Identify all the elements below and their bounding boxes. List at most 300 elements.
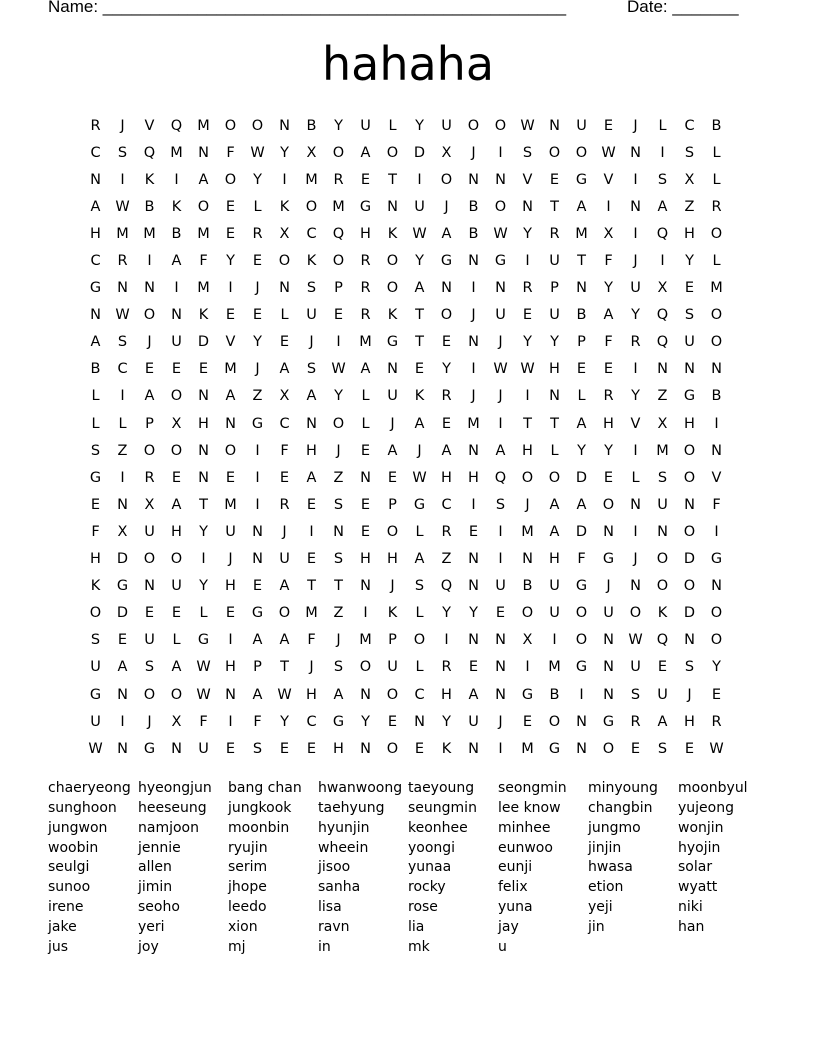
- grid-cell: J: [444, 198, 449, 215]
- grid-cell: I: [498, 523, 503, 540]
- grid-cell: A: [279, 632, 290, 649]
- grid-cell: E: [603, 361, 614, 378]
- grid-cell: U: [549, 578, 560, 595]
- grid-cell: I: [714, 415, 719, 432]
- grid-cell: J: [228, 551, 233, 568]
- grid-cell: O: [710, 307, 723, 324]
- grid-cell: J: [417, 442, 422, 459]
- grid-cell: O: [170, 686, 183, 703]
- grid-cell: W: [412, 225, 427, 242]
- grid-cell: R: [441, 523, 452, 540]
- grid-cell: Z: [657, 388, 668, 405]
- grid-cell: I: [255, 442, 260, 459]
- grid-cell: X: [657, 415, 668, 432]
- grid-cell: Y: [523, 225, 532, 242]
- grid-cell: N: [171, 740, 182, 757]
- grid-cell: K: [198, 307, 209, 324]
- grid-cell: F: [226, 144, 235, 161]
- grid-cell: M: [359, 632, 372, 649]
- grid-cell: O: [170, 388, 183, 405]
- grid-cell: O: [143, 307, 156, 324]
- grid-cell: M: [197, 225, 210, 242]
- grid-cell: G: [575, 578, 588, 595]
- word-list-item: irene: [48, 899, 84, 916]
- grid-cell: D: [413, 144, 426, 161]
- grid-cell: R: [522, 280, 533, 297]
- word-list-item: yuna: [498, 899, 533, 916]
- word-list-item: xion: [228, 918, 258, 935]
- grid-cell: C: [90, 253, 101, 270]
- grid-cell: L: [91, 415, 100, 432]
- grid-cell: E: [171, 605, 182, 622]
- grid-cell: I: [471, 280, 476, 297]
- grid-cell: W: [196, 659, 211, 676]
- word-list-item: rose: [408, 899, 438, 916]
- grid-cell: W: [250, 144, 265, 161]
- grid-cell: U: [144, 523, 155, 540]
- grid-cell: R: [360, 280, 371, 297]
- word-list-item: jungkook: [228, 799, 292, 816]
- grid-cell: M: [521, 740, 534, 757]
- grid-cell: C: [684, 117, 695, 134]
- grid-cell: A: [171, 659, 182, 676]
- grid-cell: I: [633, 171, 638, 188]
- grid-cell: I: [660, 253, 665, 270]
- grid-cell: B: [711, 388, 722, 405]
- grid-cell: N: [279, 280, 290, 297]
- grid-cell: A: [549, 496, 560, 513]
- grid-cell: V: [225, 334, 236, 351]
- grid-cell: N: [630, 496, 641, 513]
- grid-cell: X: [306, 144, 317, 161]
- grid-cell: O: [548, 144, 561, 161]
- grid-cell: N: [468, 551, 479, 568]
- grid-cell: J: [633, 117, 638, 134]
- grid-cell: K: [279, 198, 290, 215]
- grid-cell: S: [495, 496, 506, 513]
- grid-cell: N: [576, 713, 587, 730]
- grid-cell: M: [170, 144, 183, 161]
- grid-cell: O: [656, 578, 669, 595]
- grid-cell: U: [144, 632, 155, 649]
- grid-cell: N: [657, 523, 668, 540]
- word-list-item: mk: [408, 938, 430, 955]
- grid-cell: X: [144, 496, 155, 513]
- grid-cell: N: [90, 171, 101, 188]
- grid-cell: U: [387, 659, 398, 676]
- grid-cell: I: [633, 361, 638, 378]
- grid-cell: N: [468, 253, 479, 270]
- grid-cell: I: [417, 171, 422, 188]
- grid-cell: O: [386, 144, 399, 161]
- grid-cell: E: [441, 334, 452, 351]
- grid-cell: C: [441, 496, 452, 513]
- grid-cell: F: [604, 253, 613, 270]
- word-list-item: seoho: [138, 899, 180, 916]
- grid-cell: O: [170, 551, 183, 568]
- word-list-item: serim: [228, 859, 268, 876]
- grid-cell: U: [603, 605, 614, 622]
- grid-cell: A: [252, 632, 263, 649]
- grid-cell: Q: [170, 117, 183, 134]
- grid-cell: U: [495, 578, 506, 595]
- grid-cell: N: [684, 632, 695, 649]
- grid-cell: O: [656, 551, 669, 568]
- grid-cell: E: [225, 225, 236, 242]
- grid-cell: T: [523, 415, 532, 432]
- grid-cell: J: [147, 334, 152, 351]
- grid-cell: O: [602, 496, 615, 513]
- grid-cell: Y: [199, 523, 208, 540]
- grid-cell: J: [390, 415, 395, 432]
- grid-cell: L: [280, 307, 289, 324]
- word-list-item: woobin: [48, 839, 99, 856]
- grid-cell: U: [171, 578, 182, 595]
- word-list-item: sunghoon: [48, 799, 117, 816]
- grid-cell: A: [306, 388, 317, 405]
- grid-cell: S: [90, 632, 101, 649]
- grid-cell: I: [579, 686, 584, 703]
- grid-cell: G: [548, 740, 561, 757]
- grid-cell: I: [498, 740, 503, 757]
- grid-cell: M: [305, 171, 318, 188]
- grid-cell: U: [360, 117, 371, 134]
- word-list-item: jus: [48, 938, 69, 955]
- grid-cell: T: [388, 171, 397, 188]
- grid-cell: I: [120, 171, 125, 188]
- grid-cell: N: [711, 361, 722, 378]
- grid-cell: K: [387, 225, 398, 242]
- grid-cell: J: [606, 578, 611, 595]
- grid-cell: N: [117, 280, 128, 297]
- grid-cell: S: [90, 442, 101, 459]
- grid-cell: G: [575, 659, 588, 676]
- grid-cell: L: [712, 253, 721, 270]
- date-field[interactable]: Date: _______: [627, 0, 739, 16]
- word-list-item: in: [318, 938, 331, 955]
- word-list-item: seongmin: [498, 780, 567, 796]
- grid-cell: O: [224, 171, 237, 188]
- grid-cell: N: [198, 144, 209, 161]
- grid-cell: O: [440, 307, 453, 324]
- grid-cell: X: [117, 523, 128, 540]
- grid-cell: B: [711, 117, 722, 134]
- grid-cell: N: [549, 117, 560, 134]
- grid-cell: J: [255, 280, 260, 297]
- grid-cell: G: [89, 280, 102, 297]
- grid-cell: P: [577, 334, 586, 351]
- grid-cell: Y: [631, 388, 640, 405]
- grid-cell: U: [576, 117, 587, 134]
- grid-cell: G: [710, 551, 723, 568]
- word-list-item: yoongi: [408, 839, 456, 856]
- grid-cell: A: [576, 415, 587, 432]
- word-list-item: jhope: [228, 879, 267, 896]
- grid-cell: F: [604, 334, 613, 351]
- word-list-item: ryujin: [228, 839, 268, 856]
- grid-cell: N: [117, 740, 128, 757]
- word-list-item: eunji: [498, 859, 533, 876]
- grid-cell: I: [309, 523, 314, 540]
- grid-cell: U: [90, 659, 101, 676]
- page-title: hahaha: [321, 37, 495, 91]
- word-list-item: yeji: [588, 899, 613, 916]
- letter-grid: [82, 112, 730, 762]
- grid-cell: I: [255, 469, 260, 486]
- grid-cell: G: [575, 171, 588, 188]
- grid-cell: G: [143, 740, 156, 757]
- grid-cell: O: [197, 198, 210, 215]
- grid-cell: O: [143, 442, 156, 459]
- grid-cell: O: [467, 117, 480, 134]
- grid-cell: K: [387, 307, 398, 324]
- grid-cell: S: [657, 740, 668, 757]
- grid-cell: S: [144, 659, 155, 676]
- grid-cell: N: [360, 740, 371, 757]
- grid-cell: G: [683, 388, 696, 405]
- grid-cell: L: [550, 442, 559, 459]
- grid-cell: N: [117, 686, 128, 703]
- grid-cell: O: [683, 469, 696, 486]
- grid-cell: E: [171, 469, 182, 486]
- grid-cell: I: [525, 253, 530, 270]
- grid-cell: O: [683, 578, 696, 595]
- grid-cell: O: [683, 442, 696, 459]
- word-list-item: lee know: [498, 799, 561, 816]
- grid-cell: E: [90, 496, 101, 513]
- grid-cell: E: [360, 442, 371, 459]
- grid-cell: T: [577, 253, 586, 270]
- word-list-item: taehyung: [318, 799, 385, 816]
- grid-cell: O: [143, 551, 156, 568]
- grid-cell: N: [495, 280, 506, 297]
- grid-cell: N: [603, 632, 614, 649]
- grid-cell: E: [387, 713, 398, 730]
- grid-cell: G: [89, 686, 102, 703]
- grid-cell: H: [333, 740, 344, 757]
- grid-cell: B: [549, 686, 560, 703]
- grid-cell: I: [174, 171, 179, 188]
- grid-cell: Y: [604, 442, 613, 459]
- word-list-item: keonhee: [408, 819, 468, 836]
- word-list-item: yunaa: [408, 859, 452, 876]
- word-list-item: u: [498, 938, 507, 955]
- grid-cell: M: [710, 280, 723, 297]
- grid-cell: O: [278, 253, 291, 270]
- word-list-item: han: [678, 918, 705, 935]
- word-list-item: eunwoo: [498, 839, 553, 856]
- grid-cell: A: [279, 578, 290, 595]
- word-list-item: sanha: [318, 879, 361, 896]
- grid-cell: Z: [333, 469, 344, 486]
- grid-cell: A: [252, 686, 263, 703]
- grid-cell: A: [441, 442, 452, 459]
- grid-cell: A: [117, 659, 128, 676]
- grid-cell: A: [171, 253, 182, 270]
- grid-cell: Y: [523, 334, 532, 351]
- grid-cell: X: [279, 388, 290, 405]
- grid-cell: E: [522, 713, 533, 730]
- grid-cell: W: [331, 361, 346, 378]
- grid-cell: K: [306, 253, 317, 270]
- grid-cell: L: [118, 415, 127, 432]
- grid-cell: A: [333, 686, 344, 703]
- word-list-item: minyoung: [588, 780, 658, 796]
- grid-cell: E: [414, 740, 425, 757]
- grid-cell: H: [441, 686, 452, 703]
- grid-cell: D: [116, 605, 129, 622]
- grid-cell: O: [305, 198, 318, 215]
- grid-cell: L: [361, 388, 370, 405]
- grid-cell: Z: [684, 198, 695, 215]
- grid-cell: T: [334, 578, 343, 595]
- word-list-item: jake: [48, 918, 77, 935]
- grid-cell: N: [522, 198, 533, 215]
- grid-cell: N: [468, 442, 479, 459]
- header: [48, 0, 768, 17]
- word-list-item: namjoon: [138, 819, 199, 836]
- grid-cell: C: [306, 225, 317, 242]
- grid-cell: N: [144, 280, 155, 297]
- grid-cell: O: [251, 117, 264, 134]
- grid-cell: U: [630, 280, 641, 297]
- grid-cell: N: [495, 632, 506, 649]
- grid-cell: U: [657, 686, 668, 703]
- grid-cell: R: [711, 713, 722, 730]
- grid-cell: X: [171, 713, 182, 730]
- grid-cell: R: [603, 388, 614, 405]
- grid-cell: M: [332, 198, 345, 215]
- word-list-item: jinjin: [588, 839, 622, 856]
- grid-cell: J: [309, 659, 314, 676]
- grid-cell: F: [199, 713, 208, 730]
- grid-cell: I: [228, 713, 233, 730]
- grid-cell: H: [387, 551, 398, 568]
- grid-cell: D: [683, 605, 696, 622]
- grid-cell: Y: [469, 605, 478, 622]
- grid-cell: Y: [415, 117, 424, 134]
- grid-cell: S: [306, 280, 317, 297]
- grid-cell: B: [90, 361, 101, 378]
- grid-cell: G: [521, 686, 534, 703]
- grid-cell: N: [441, 280, 452, 297]
- grid-cell: A: [576, 198, 587, 215]
- grid-cell: K: [441, 740, 452, 757]
- grid-cell: E: [360, 523, 371, 540]
- word-list-item: changbin: [588, 799, 653, 816]
- grid-cell: N: [90, 307, 101, 324]
- grid-cell: N: [198, 388, 209, 405]
- grid-cell: A: [603, 307, 614, 324]
- grid-cell: C: [306, 713, 317, 730]
- grid-cell: Q: [656, 307, 669, 324]
- grid-cell: N: [198, 442, 209, 459]
- grid-cell: Y: [631, 307, 640, 324]
- grid-cell: H: [468, 469, 479, 486]
- word-list-item: hyunjin: [318, 819, 370, 836]
- grid-cell: U: [549, 307, 560, 324]
- grid-cell: I: [633, 523, 638, 540]
- grid-cell: O: [440, 171, 453, 188]
- grid-cell: N: [684, 496, 695, 513]
- grid-cell: G: [359, 198, 372, 215]
- grid-cell: S: [630, 686, 641, 703]
- grid-cell: L: [199, 605, 208, 622]
- grid-cell: N: [711, 442, 722, 459]
- grid-cell: L: [415, 523, 424, 540]
- grid-cell: I: [471, 496, 476, 513]
- grid-cell: E: [360, 171, 371, 188]
- grid-cell: W: [709, 740, 724, 757]
- grid-cell: H: [441, 469, 452, 486]
- grid-cell: Y: [280, 144, 289, 161]
- grid-cell: G: [602, 713, 615, 730]
- grid-cell: Y: [334, 117, 343, 134]
- grid-cell: S: [684, 144, 695, 161]
- word-list-item: joy: [138, 938, 159, 955]
- grid-cell: W: [412, 469, 427, 486]
- grid-cell: N: [603, 686, 614, 703]
- grid-cell: E: [414, 361, 425, 378]
- grid-cell: N: [549, 388, 560, 405]
- grid-cell: J: [471, 388, 476, 405]
- grid-cell: X: [171, 415, 182, 432]
- grid-cell: Z: [333, 605, 344, 622]
- grid-cell: P: [550, 280, 559, 297]
- grid-cell: F: [253, 713, 262, 730]
- grid-cell: W: [493, 225, 508, 242]
- grid-cell: J: [471, 307, 476, 324]
- grid-cell: B: [468, 198, 479, 215]
- grid-cell: O: [683, 523, 696, 540]
- grid-cell: H: [549, 551, 560, 568]
- grid-cell: M: [467, 415, 480, 432]
- grid-cell: N: [333, 523, 344, 540]
- grid-cell: O: [170, 442, 183, 459]
- grid-cell: D: [116, 551, 129, 568]
- grid-cell: L: [415, 659, 424, 676]
- grid-cell: H: [225, 659, 236, 676]
- grid-cell: E: [306, 740, 317, 757]
- grid-cell: W: [88, 740, 103, 757]
- grid-cell: X: [441, 144, 452, 161]
- grid-cell: H: [360, 551, 371, 568]
- grid-cell: T: [415, 307, 424, 324]
- grid-cell: Y: [334, 388, 343, 405]
- grid-cell: E: [603, 117, 614, 134]
- grid-cell: G: [116, 578, 129, 595]
- grid-cell: A: [360, 361, 371, 378]
- grid-cell: M: [197, 117, 210, 134]
- grid-cell: W: [601, 144, 616, 161]
- grid-cell: L: [253, 198, 262, 215]
- grid-cell: H: [522, 442, 533, 459]
- grid-cell: Y: [415, 253, 424, 270]
- grid-cell: U: [684, 334, 695, 351]
- name-field[interactable]: Name: _________________________________________________: [48, 0, 567, 16]
- grid-cell: K: [414, 388, 425, 405]
- grid-cell: O: [359, 659, 372, 676]
- grid-cell: O: [710, 225, 723, 242]
- grid-cell: Z: [117, 442, 128, 459]
- grid-cell: F: [280, 442, 289, 459]
- grid-cell: J: [498, 334, 503, 351]
- grid-cell: Z: [252, 388, 263, 405]
- grid-cell: R: [117, 253, 128, 270]
- grid-cell: D: [575, 469, 588, 486]
- grid-cell: P: [388, 632, 397, 649]
- grid-cell: A: [198, 171, 209, 188]
